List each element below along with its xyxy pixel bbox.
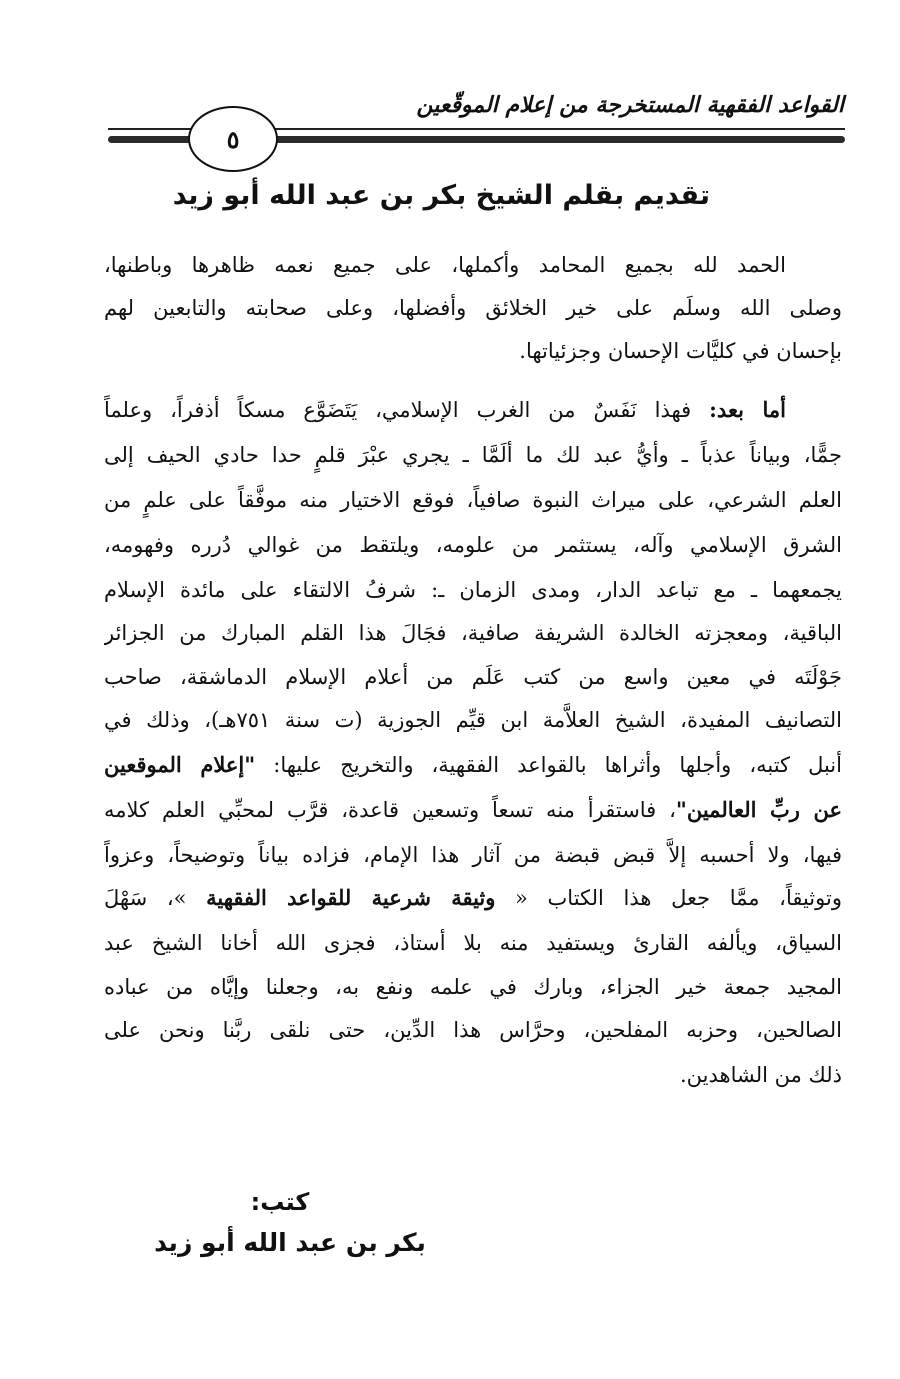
body-line <box>104 331 842 371</box>
body-line <box>104 435 842 475</box>
body-line <box>104 923 842 963</box>
signature-label: كتب: <box>250 1188 310 1216</box>
line-text: الشرق الإسلامي وآله، يستثمر من علومه، ويلتقط من غوالي دُرره وفهومه، <box>104 533 842 557</box>
book-title: عن ربِّ العالمين" <box>675 797 842 822</box>
body-line <box>104 790 842 830</box>
body-line <box>104 613 842 653</box>
body-line <box>104 1055 842 1095</box>
line-text: الحمد لله بجميع المحامد وأكملها، على جميع نعمه ظاهرها وباطنها، <box>104 253 786 277</box>
line-text: الصالحين، وحزبه المفلحين، وحرَّاس هذا الدِّين، حتى نلقى ربَّنا ونحن على <box>104 1018 842 1042</box>
running-header-title: القواعد الفقهية المستخرجة من إعلام الموقّعين <box>416 92 844 118</box>
body-line <box>104 288 842 328</box>
line-text: العلم الشرعي، على ميراث النبوة صافياً، فوقع الاختيار منه موفَّقاً على علمٍ من <box>104 488 842 512</box>
page-number: ٥ <box>226 124 240 154</box>
line-text: فهذا نَفَسٌ من الغرب الإسلامي، يَتَضَوَّع مسكاً أذفراً، وعلماً <box>104 398 710 422</box>
line-text: أنبل كتبه، وأجلها وأثراها بالقواعد الفقهية، والتخريج عليها: <box>255 753 842 777</box>
line-text: جمًّا، وبياناً عذباً ـ وأيُّ عبد لك ما ألَمَّا ـ يجري عبْرَ قلمٍ حدا حادي الحيف إلى <box>104 443 842 467</box>
body-line <box>104 245 786 285</box>
body-line <box>104 700 842 740</box>
line-text: جَوْلَتَه في معين واسع من كتب عَلَم من أعلام الإسلام الدماشقة، صاحب <box>104 665 842 689</box>
body-line <box>104 878 842 918</box>
body-line <box>104 967 842 1007</box>
line-text: الباقية، ومعجزته الخالدة الشريفة صافية، فجَالَ هذا القلم المبارك من الجزائر <box>104 621 842 645</box>
body-line <box>104 745 842 785</box>
signature-name: بكر بن عبد الله أبو زيد <box>154 1228 426 1257</box>
body-line <box>104 835 842 875</box>
body-line <box>104 480 842 520</box>
line-text: وصلى الله وسلَم على خير الخلائق وأفضلها، وعلى صحابته والتابعين لهم <box>104 296 842 320</box>
line-text: يجمعهما ـ مع تباعد الدار، ومدى الزمان ـ: شرفُ الالتقاء على مائدة الإسلام <box>104 578 842 602</box>
line-text: ، فاستقرأ منه تسعاً وتسعين قاعدة، قرَّب لمحبِّي العلم كلامه <box>104 798 676 822</box>
line-text: المجيد جمعة خير الجزاء، وبارك في علمه ونفع به، وجعلنا وإيَّاه من عباده <box>104 975 842 999</box>
line-text: ذلك من الشاهدين. <box>679 1063 842 1087</box>
body-line <box>104 390 786 430</box>
body-line <box>104 570 842 610</box>
book-title: "إعلام الموقعين <box>104 752 256 777</box>
section-heading: تقديم بقلم الشيخ بكر بن عبد الله أبو زيد <box>172 180 710 211</box>
line-text: التصانيف المفيدة، الشيخ العلاَّمة ابن قيِّم الجوزية (ت سنة ٧٥١هـ)، وذلك في <box>104 708 842 732</box>
line-text: »، سَهْلَ <box>104 886 207 910</box>
lead-phrase: أما بعد: <box>709 397 786 422</box>
line-text: وتوثيقاً، ممَّا جعل هذا الكتاب « <box>495 886 842 910</box>
line-text: بإحسان في كليَّات الإحسان وجزئياتها. <box>519 339 842 363</box>
line-text: السياق، ويألفه القارئ ويستفيد منه بلا أستاذ، فجزى الله أخانا الشيخ عبد <box>104 931 842 955</box>
line-text: فيها، ولا أحسبه إلاَّ قبض قبضة من آثار هذا الإمام، فزاده بياناً وتوضيحاً، وعزواً <box>104 843 842 867</box>
page-number-badge <box>188 106 278 172</box>
body-line <box>104 657 842 697</box>
body-line <box>104 1010 842 1050</box>
body-line <box>104 525 842 565</box>
quoted-phrase: وثيقة شرعية للقواعد الفقهية <box>206 885 496 910</box>
